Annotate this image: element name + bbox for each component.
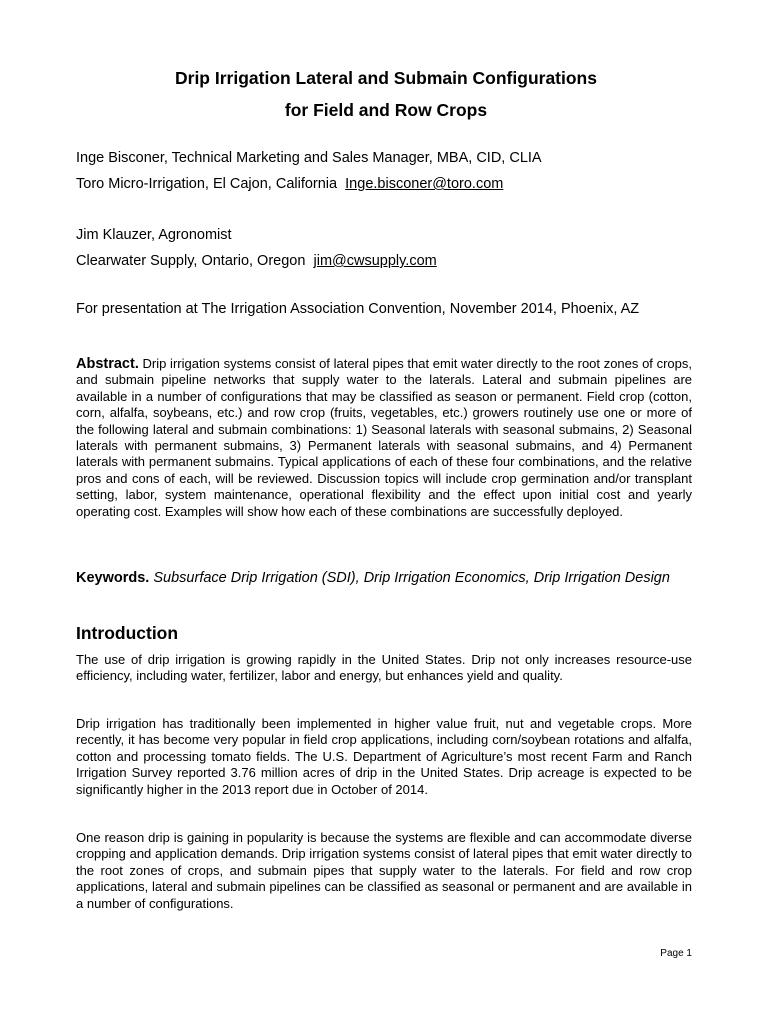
author-1-name-title: Inge Bisconer, Technical Marketing and Sales Manager, MBA, CID, CLIA [76, 150, 542, 166]
presentation-note: For presentation at The Irrigation Association Convention, November 2014, Phoenix, AZ [76, 301, 640, 317]
keywords-label: Keywords. [76, 570, 150, 586]
author-1-email-link[interactable]: Inge.bisconer@toro.com [345, 176, 504, 192]
author-2-affiliation-text: Clearwater Supply, Ontario, Oregon [76, 253, 306, 269]
title-line-2: for Field and Row Crops [284, 100, 488, 120]
author-2-email-link[interactable]: jim@cwsupply.com [313, 253, 437, 269]
abstract-label: Abstract. [76, 356, 139, 372]
intro-paragraph-2: Drip irrigation has traditionally been implemented in higher value fruit, nut and vegetable crops. More recently, it has become very popular in field crop applications, including corn/soybean rotations and alfalfa, cotton and processing tomato fields. The U.S. Department of Agriculture’s most recent Farm and Ranch Irrigation Survey reported 3.76 million acres of drip in the United States. Drip acreage is expected to be significantly higher in the 2013 report due in October of 2014. [76, 716, 692, 797]
paper-title [76, 62, 696, 126]
abstract-text: Drip irrigation systems consist of lateral pipes that emit water directly to the root zones of crops, and submain pipeline networks that supply water to the laterals. Lateral and submain pipelines are available in a number of configurations that may be classified as season or permanent. Field crop (cotton, corn, alfalfa, soybeans, etc.) and row crop (fruits, vegetables, etc.) growers routinely use one or more of the following lateral and submain combinations: 1) Seasonal laterals with seasonal submains, 2) Seasonal laterals with permanent submains, 3) Permanent laterals with seasonal submains, and 4) Permanent laterals with permanent submains. Typical applications of each of these four combinations, and the relative pros and cons of each, will be reviewed. Discussion topics will include crop germination and/or transplant setting, labor, system maintenance, operational flexibility and the effect upon initial cost and yearly operating cost. Examples will show how each of these combinations are successfully deployed. [76, 356, 692, 519]
intro-paragraph-1: The use of drip irrigation is growing rapidly in the United States. Drip not only increases resource-use efficiency, including water, fertilizer, labor and energy, but enhances yield and quality. [76, 652, 692, 684]
page-number: Page 1 [660, 948, 692, 959]
title-line-1: Drip Irrigation Lateral and Submain Configurations [175, 68, 597, 88]
abstract [76, 356, 692, 520]
author-1-affiliation-text: Toro Micro-Irrigation, El Cajon, California [76, 176, 338, 192]
keywords [76, 570, 670, 586]
section-heading-introduction: Introduction [76, 623, 179, 643]
intro-paragraph-3: One reason drip is gaining in popularity is because the systems are flexible and can accommodate diverse cropping and application demands. Drip irrigation systems consist of lateral pipes that emit water directly to the root zones of crops, and submain pipes that supply water to the laterals. For field and row crop applications, lateral and submain pipelines can be classified as seasonal or permanent and are available in a number of configurations. [76, 830, 692, 911]
author-1-affiliation [76, 171, 542, 197]
author-2-name-title: Jim Klauzer, Agronomist [76, 227, 232, 243]
author-block-1 [76, 145, 542, 197]
keywords-text: Subsurface Drip Irrigation (SDI), Drip Irrigation Economics, Drip Irrigation Design [153, 570, 670, 586]
author-2-affiliation [76, 248, 437, 274]
author-block-2 [76, 222, 437, 274]
